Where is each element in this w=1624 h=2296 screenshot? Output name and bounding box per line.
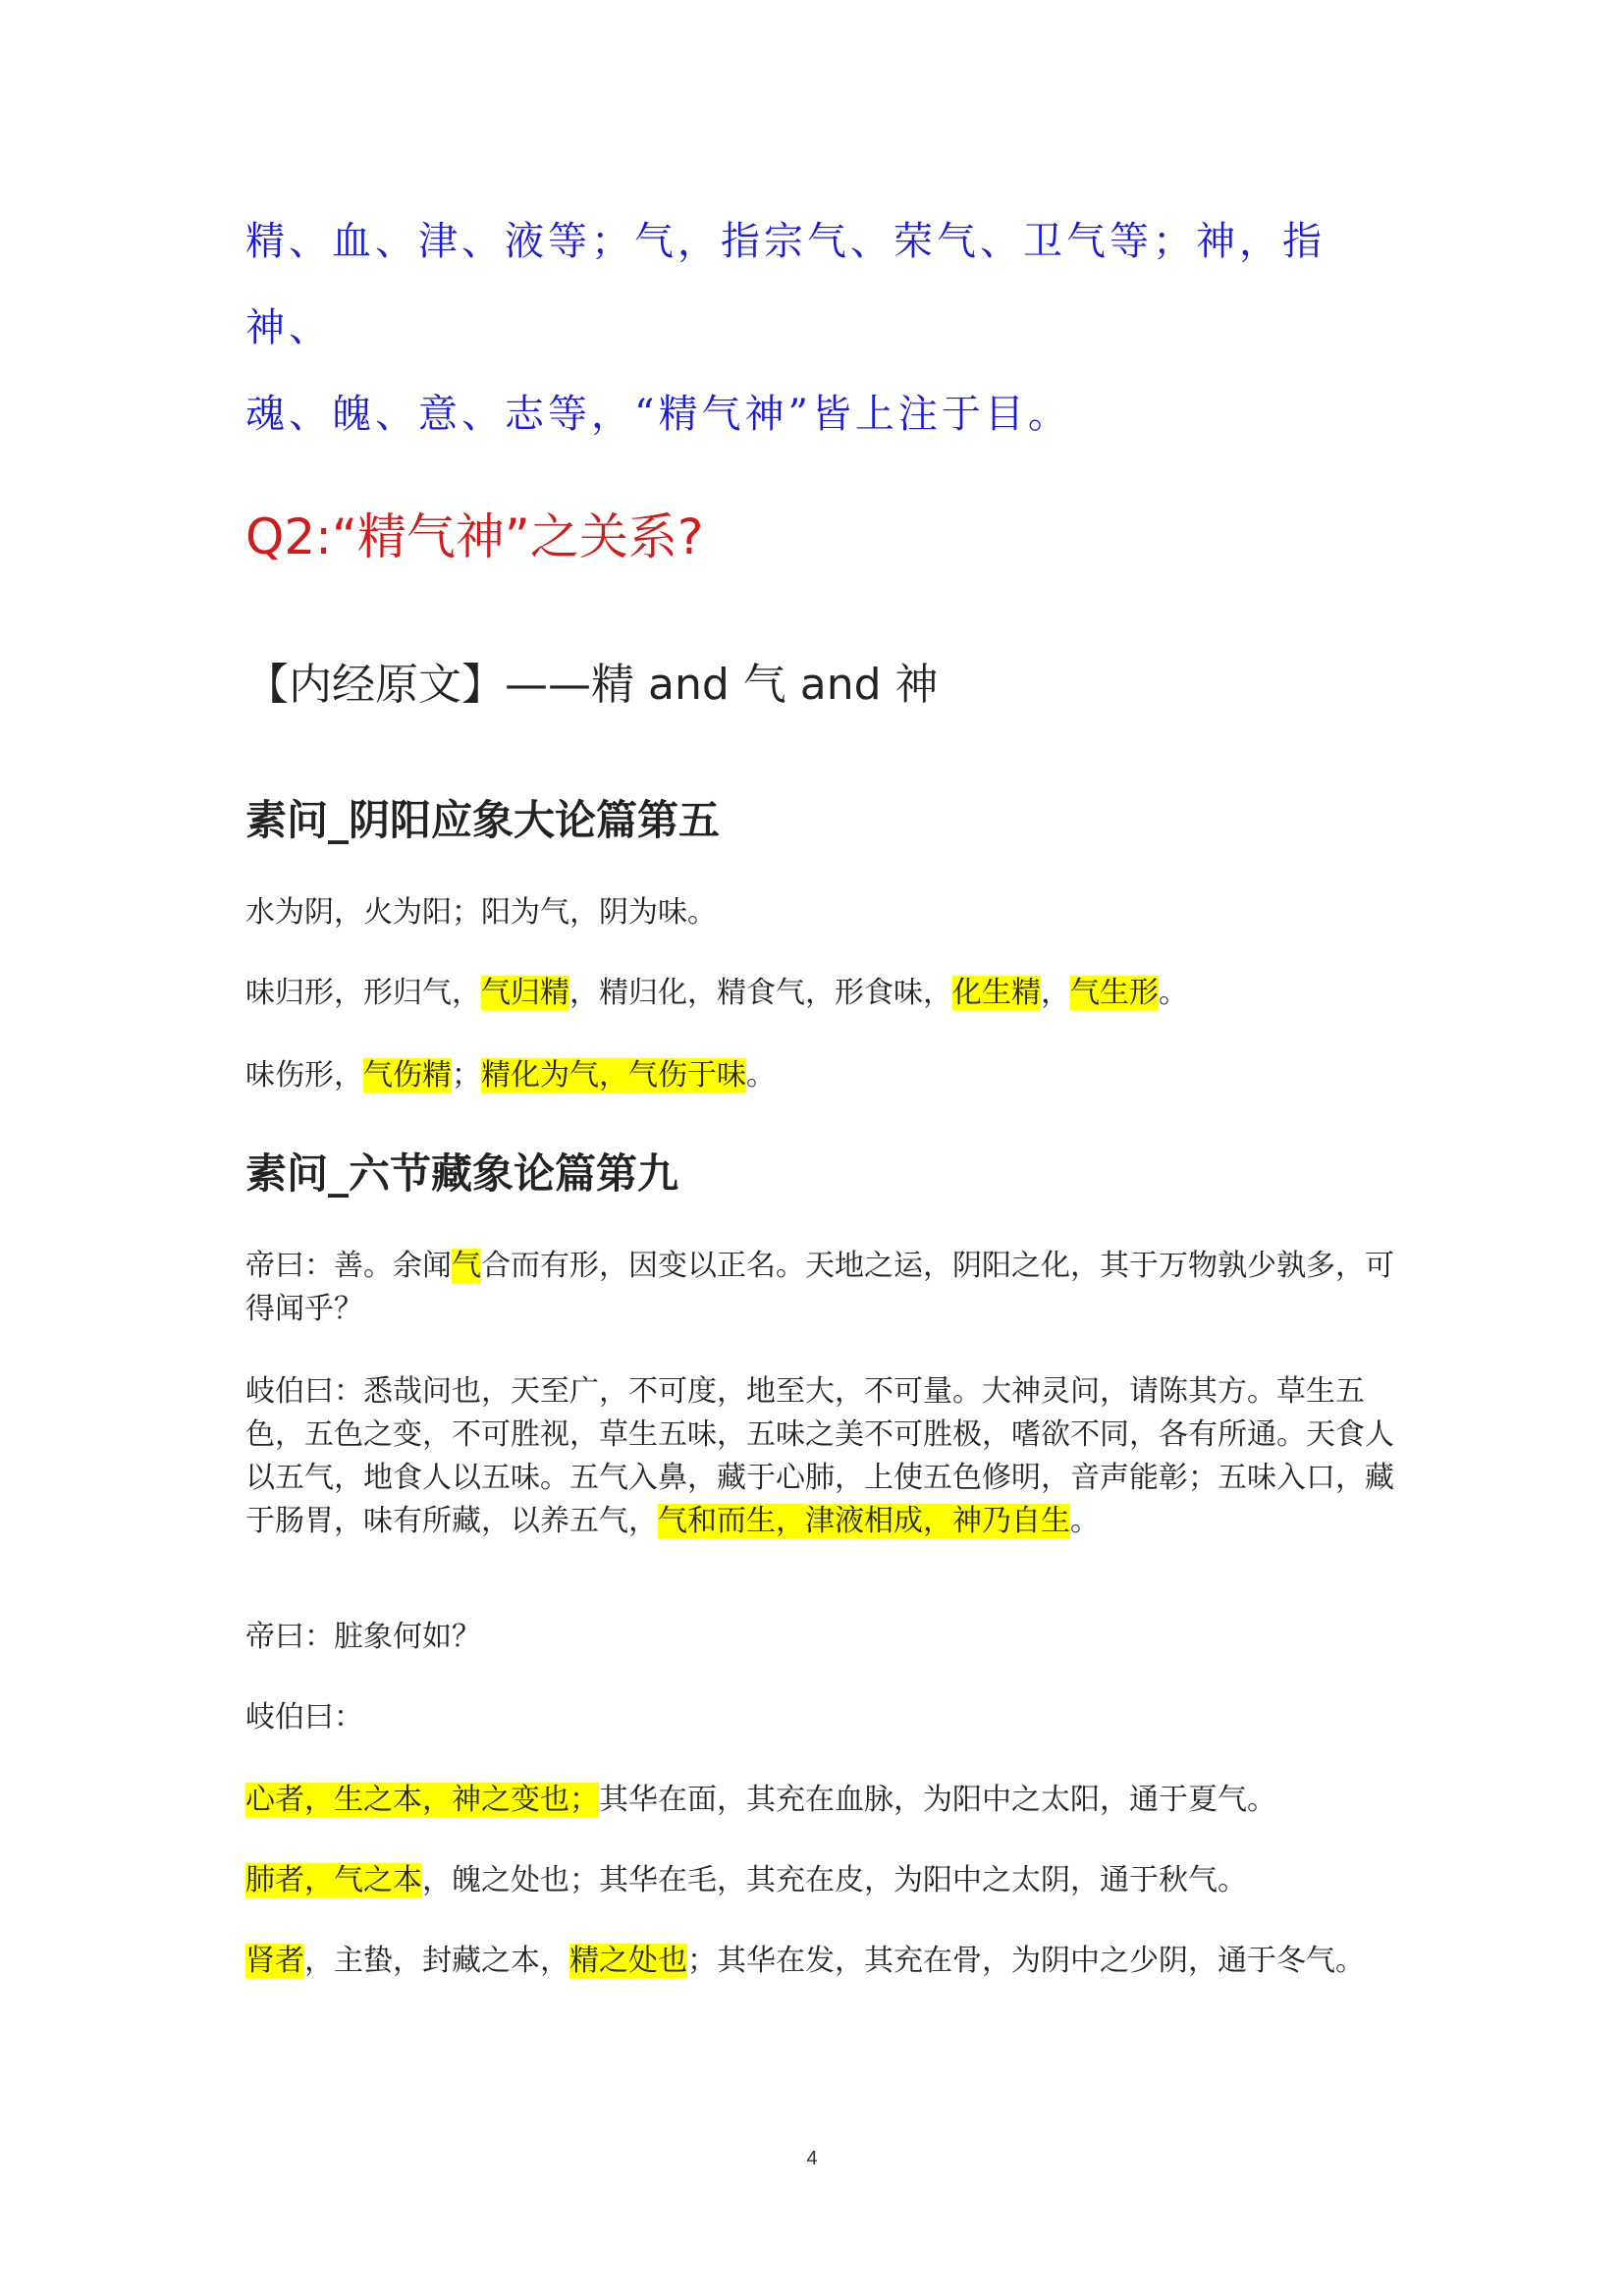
- text-run: 。: [746, 1058, 776, 1093]
- text-run: ；其华在发，其充在骨，为阴中之少阴，通于冬气。: [687, 1944, 1365, 1978]
- highlight: 化生精: [952, 976, 1041, 1010]
- text-run: ，: [1041, 976, 1070, 1010]
- section2-paragraph-7: [245, 1940, 1394, 1983]
- section-heading-2: 素问_六节藏象论篇第九: [245, 1149, 679, 1198]
- section2-paragraph-5: [245, 1779, 1394, 1822]
- intro-paragraph: [245, 198, 1404, 457]
- highlight: 精化为气，气伤于味: [481, 1058, 746, 1093]
- question-title: Q2:“精气神”之关系?: [245, 508, 704, 565]
- source-title: 【内经原文】——精 and 气 and 神: [245, 660, 939, 710]
- section2-paragraph-4: 岐伯曰：: [245, 1700, 363, 1735]
- text-run: ，精归化，精食气，形食味，: [569, 976, 952, 1010]
- section1-paragraph-2: [245, 972, 1394, 1015]
- highlight: 心者，生之本，神之变也；: [245, 1783, 599, 1817]
- section2-paragraph-6: [245, 1859, 1394, 1902]
- highlight: 气归精: [481, 976, 569, 1010]
- text-run: 味归形，形归气，: [245, 976, 481, 1010]
- text-run: 帝曰：善。余闻: [245, 1249, 452, 1283]
- highlight: 气生形: [1070, 976, 1159, 1010]
- intro-line-2: 魂、魄、意、志等，“精气神”皆上注于目。: [245, 392, 1071, 437]
- section2-paragraph-3: 帝曰：脏象何如？: [245, 1620, 481, 1654]
- highlight: 气和而生，津液相成，神乃自生: [658, 1504, 1070, 1538]
- text-run: 其华在面，其充在血脉，为阳中之太阳，通于夏气。: [599, 1783, 1276, 1817]
- text-run: 味伤形，: [245, 1058, 363, 1093]
- text-run: ；: [452, 1058, 481, 1093]
- text-run: ，主蛰，封藏之本，: [304, 1944, 569, 1978]
- intro-line-1: 精、血、津、液等；气，指宗气、荣气、卫气等；神，指神、: [245, 219, 1326, 350]
- text-run: ，魄之处也；其华在毛，其充在皮，为阳中之太阴，通于秋气。: [422, 1863, 1247, 1897]
- highlight: 气: [452, 1249, 481, 1283]
- section-heading-1: 素问_阴阳应象大论篇第五: [245, 796, 721, 844]
- highlight: 肺者，气之本: [245, 1863, 422, 1897]
- section2-paragraph-2: [245, 1370, 1394, 1543]
- text-run: 。: [1159, 976, 1188, 1010]
- page-number: 4: [806, 2148, 818, 2169]
- text-run: 合而有形，因变以正名。天地之运，阴阳之化，其于万物孰少孰多，可得闻乎？: [245, 1249, 1394, 1326]
- highlight: 肾者: [245, 1944, 304, 1978]
- section2-paragraph-1: [245, 1245, 1394, 1331]
- section1-paragraph-1: 水为阴，火为阳；阳为气，阴为味。: [245, 895, 717, 930]
- highlight: 气伤精: [363, 1058, 452, 1093]
- text-run: 。: [1070, 1504, 1100, 1538]
- text-run: 岐伯曰：悉哉问也，天至广，不可度，地至大，不可量。大神灵问，请陈其方。草生五色，五色之变，不可胜视，草生五味，五味之美不可胜极，嗜欲不同，各有所通。天食人以五气，地食人以五味。五气入鼻，藏于心肺，上使五色修明，音声能彰；五味入口，藏于肠胃，味有所藏，以养五气，: [245, 1374, 1394, 1538]
- section1-paragraph-3: [245, 1054, 1394, 1097]
- highlight: 精之处也: [569, 1944, 687, 1978]
